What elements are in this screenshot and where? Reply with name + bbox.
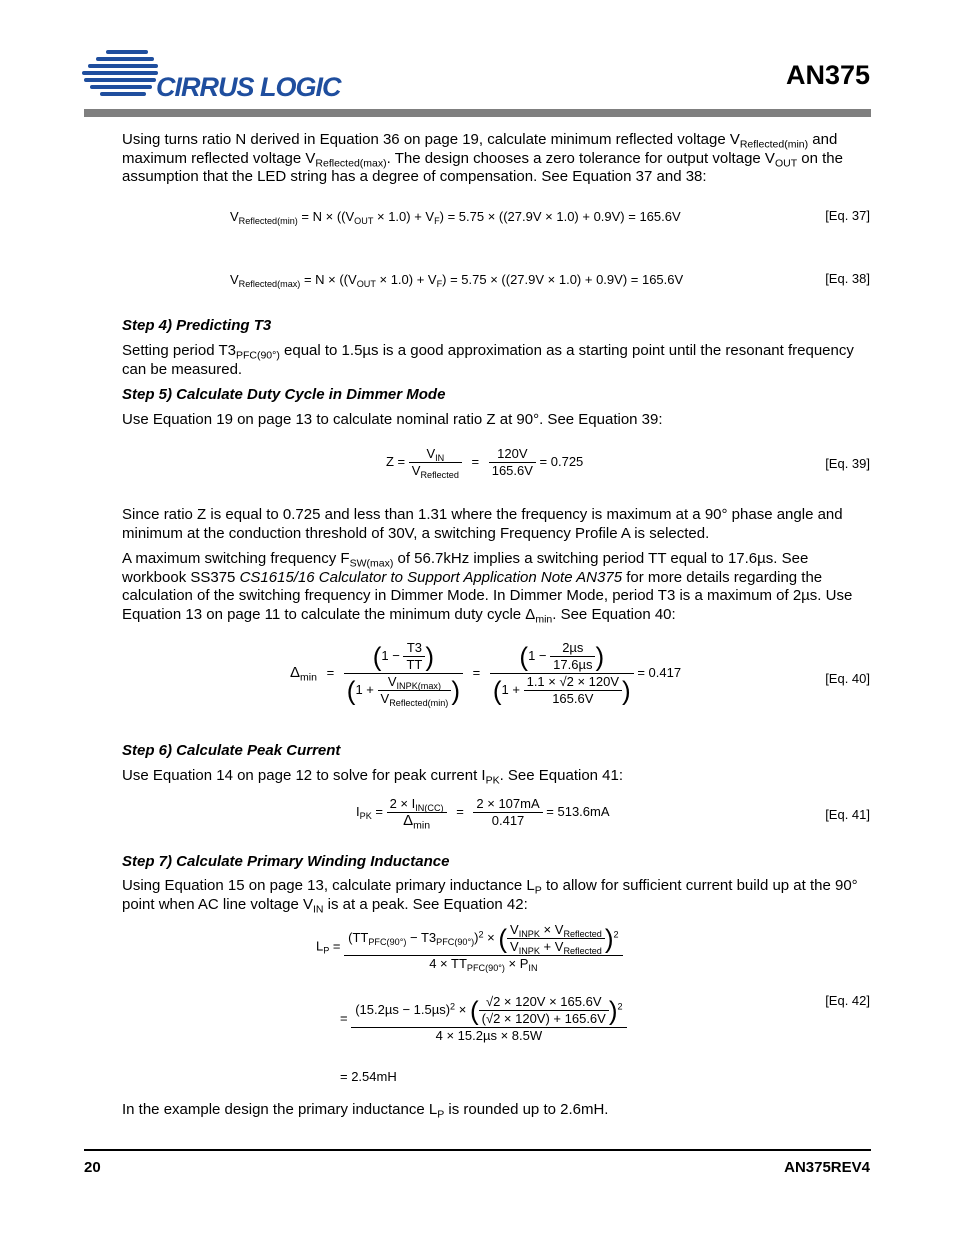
equation-40: $\Delta_{min}$ = (1 − $\frac{T3}{TT}$ ) (1 + $\frac{V_{INPK(max)}}{V_{Reflected(min)}}$ ) = (1 − $\frac{\text{2µs}}{\text{17.6µs}}$ ) (1 + $\frac{1.1 \times √2 \times 120V}{165.6V}$ ) = 0.417 [290, 640, 682, 709]
equation-39: Z = $\frac{V_{IN}}{V_{Reflected}}$ = $\frac{120V}{165.6V}$ = 0.725 [386, 446, 584, 481]
step7-paragraph: Using Equation 15 on page 13, calculate primary inductance $L_P$ to allow for sufficient current build up at the 90° point when AC line voltage $V_{IN}$ is at a peak. See Equation 42: [122, 877, 858, 916]
equation-41-label: [Eq. 41] [825, 807, 870, 822]
final-paragraph: In the example design the primary inductance $L_P$ is rounded up to 2.6mH. [122, 1101, 609, 1121]
equation-37: $V_{Reflected(min)} = N \times ((V_{OUT} \times 1.0) + V_F) = 5.75 \times ((27.9V \times 1.0) + 0.9V) = 165.6V$ [230, 209, 681, 227]
header-rule [84, 109, 871, 117]
eq40-fraction-numeric: (1 − $\frac{\text{2µs}}{\text{17.6µs}}$ ) (1 + $\frac{1.1 \times √2 \times 120V}{165.6V}$ ) [490, 640, 634, 707]
step4-paragraph: Setting period $T3_{PFC(90^\circ)}$ equal to 1.5µs is a good approximation as a starting point until the resonant frequency can be measured. [122, 342, 854, 378]
equation-42-label: [Eq. 42] [825, 993, 870, 1008]
equation-41: $I_{PK}$ = $\frac{2 \times I_{IN(CC)}}{\Delta_{min}}$ = $\frac{2 \times 107mA}{0.417}$ = 513.6mA [356, 796, 610, 832]
eq41-fraction-numeric: $\frac{2 \times 107mA}{0.417}$ [473, 796, 542, 829]
doc-id: AN375 [785, 60, 870, 90]
footer-rule [84, 1149, 871, 1151]
step6-heading: Step 6) Calculate Peak Current [122, 742, 341, 759]
switching-frequency-paragraph: A maximum switching frequency $F_{SW(max)}$ of 56.7kHz implies a switching period TT equal to 17.6µs. See workbook SS375 CS1615/16 Calculator to Support Application Note AN375 for more details regarding the calculation of the switching frequency in Dimmer Mode. In Dimmer Mode, period T3 is a maximum of 2µs. Use Equation 13 on page 11 to calculate the minimum duty cycle $\Delta_{min}$. See Equation 40: [122, 550, 853, 626]
step5-heading: Step 5) Calculate Duty Cycle in Dimmer Mode [122, 386, 446, 403]
eq39-fraction-symbolic: $\frac{V_{IN}}{V_{Reflected}}$ [409, 446, 462, 479]
equation-38-label: [Eq. 38] [825, 271, 870, 286]
ratio-z-paragraph: Since ratio Z is equal to 0.725 and less than 1.31 where the frequency is maximum at a 90° phase angle and minimum at the conduction threshold of 30V, a switching Frequency Profile A is selected. [122, 506, 843, 542]
step7-heading: Step 7) Calculate Primary Winding Inductance [122, 853, 450, 870]
page-number: 20 [84, 1159, 101, 1176]
step6-paragraph: Use Equation 14 on page 12 to solve for peak current $I_{PK}$. See Equation 41: [122, 767, 624, 787]
logo-swoosh-icon [82, 48, 162, 104]
equation-40-label: [Eq. 40] [825, 671, 870, 686]
cirrus-logic-logo [82, 48, 362, 104]
equation-42-symbolic: $L_P$ = $(TT_{PFC(90^\circ)} - T3_{PFC(90^\circ)})^2$ × ( $\frac{V_{INPK} \times V_{Reflected}}{V_{INPK} + V_{Reflected}}$ )$^2$ $4 \times TT_{PFC(90^\circ)} \times P_{IN}$ [316, 922, 623, 972]
equation-42-numeric: = $(15.2\mu s - 1.5\mu s)^2$ × ( $\frac{√2 \times 120V \times 165.6V}{(√2 \times 120V) + 165.6V}$ )$^2$ 4 × 15.2µs × 8.5W [340, 994, 627, 1044]
step5-paragraph: Use Equation 19 on page 13 to calculate nominal ratio Z at 90°. See Equation 39: [122, 411, 663, 428]
intro-paragraph: Using turns ratio N derived in Equation 36 on page 19, calculate minimum reflected voltage $V_{Reflected(min)}$ and maximum reflected voltage $V_{Reflected(max)}$. The design chooses a zero tolerance for output voltage $V_{OUT}$ on the assumption that the LED string has a degree of compensation. See Equation 37 and 38: [122, 131, 843, 185]
eq40-fraction-symbolic: (1 − $\frac{T3}{TT}$ ) (1 + $\frac{V_{INPK(max)}}{V_{Reflected(min)}}$ ) [344, 640, 463, 707]
equation-39-label: [Eq. 39] [825, 456, 870, 471]
eq41-fraction-symbolic: $\frac{2 \times I_{IN(CC)}}{\Delta_{min}}$ [387, 796, 447, 829]
step4-heading: Step 4) Predicting T3 [122, 317, 272, 334]
equation-42-result: = 2.54mH [340, 1069, 397, 1084]
revision-id: AN375REV4 [784, 1159, 870, 1176]
equation-38: $V_{Reflected(max)} = N \times ((V_{OUT} \times 1.0) + V_F) = 5.75 \times ((27.9V \times 1.0) + 0.9V) = 165.6V$ [230, 272, 684, 290]
eq39-fraction-numeric: $\frac{120V}{165.6V}$ [489, 446, 536, 479]
equation-37-label: [Eq. 37] [825, 208, 870, 223]
logo-text: CIRRUS LOGIC [156, 72, 341, 102]
